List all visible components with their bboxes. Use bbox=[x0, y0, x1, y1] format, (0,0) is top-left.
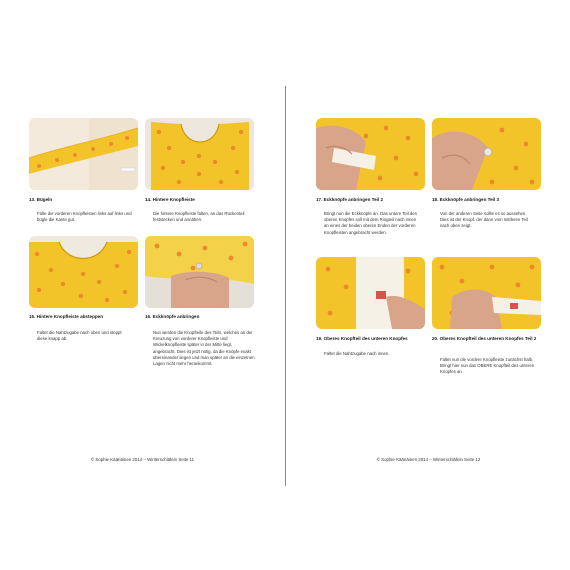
step-13-text: Falte die vorderen Knopfleisten links auf links und bügle die Kante gut. bbox=[37, 211, 132, 223]
step-15-title: 15. Hintere Knopfleiste absteppen bbox=[29, 314, 104, 319]
page-footer-right: © Sophie Kääriäinen 2014 – Winterschläfein Seite 12 bbox=[376, 457, 481, 462]
step-14-text: Die hintere Knopfleiste falten, an das Rückenteil feststecken und annähen. bbox=[153, 211, 245, 223]
step-20-title: 20. Oberes Knopfteil des unteren Knopfes Teil 2 bbox=[432, 336, 537, 341]
step-14-title: 14. Hintere Knopfleiste bbox=[145, 197, 195, 202]
photo-step-14 bbox=[145, 118, 254, 190]
step-13-title: 13. Bügeln bbox=[29, 197, 53, 202]
photo-step-15 bbox=[29, 236, 138, 308]
step-18-text: Von der anderen Seite sollte es so aussehen. Dies ist der Knopf, der dann vom mittleren Teil nach oben zeigt. bbox=[440, 211, 528, 229]
step-17-title: 17. Eckknöpfe anbringen Teil 2 bbox=[316, 197, 384, 202]
photo-step-16 bbox=[145, 236, 254, 308]
step-16-title: 16. Eckknöpfe anbringen bbox=[145, 314, 200, 319]
step-15-text: Faltet die Nahtzugabe nach oben und steppt diese knapp ab. bbox=[37, 330, 122, 342]
photo-step-20 bbox=[432, 257, 541, 329]
photo-step-17 bbox=[316, 118, 425, 190]
page-footer-left: © Sophie Kääriäinen 2014 – Winterschläfein Seite 11 bbox=[90, 457, 195, 462]
page-right bbox=[286, 0, 570, 570]
photo-step-18 bbox=[432, 118, 541, 190]
step-16-text: Nun werden die Knopfteile des Teils, welches an der Kreuzung von vorderer Knopfleiste und Wickelknopfleiste später in der Mitte liegt, angebracht. Dies ist jetzt nötig, da die Knöpfe exakt übereinander liegen und man später an die einzelnen Lagen nicht mehr herankommt. bbox=[153, 330, 255, 367]
step-19-title: 19. Oberes Knopfteil des unteren Knopfes bbox=[316, 336, 408, 341]
photo-step-19 bbox=[316, 257, 425, 329]
photo-step-13 bbox=[29, 118, 138, 190]
step-18-title: 18. Eckknöpfe anbringen Teil 3 bbox=[432, 197, 500, 202]
step-20-text: Faltet nun die vordere Knopfleiste zunächst halb. Bringt hier nun das OBERE Knopfteil des unteren Knopfes an. bbox=[440, 357, 535, 375]
step-19-text: Faltet die Nahtzugabe nach innen. bbox=[324, 351, 390, 356]
step-17-text: Bringt nun die Eckknöpfe an. Das untere Teil des oberen Knopfes soll mit dem Ringteil nach innen an eines der beiden oberen Enden der vorderen Knopfleisten angebracht werden. bbox=[324, 211, 417, 235]
